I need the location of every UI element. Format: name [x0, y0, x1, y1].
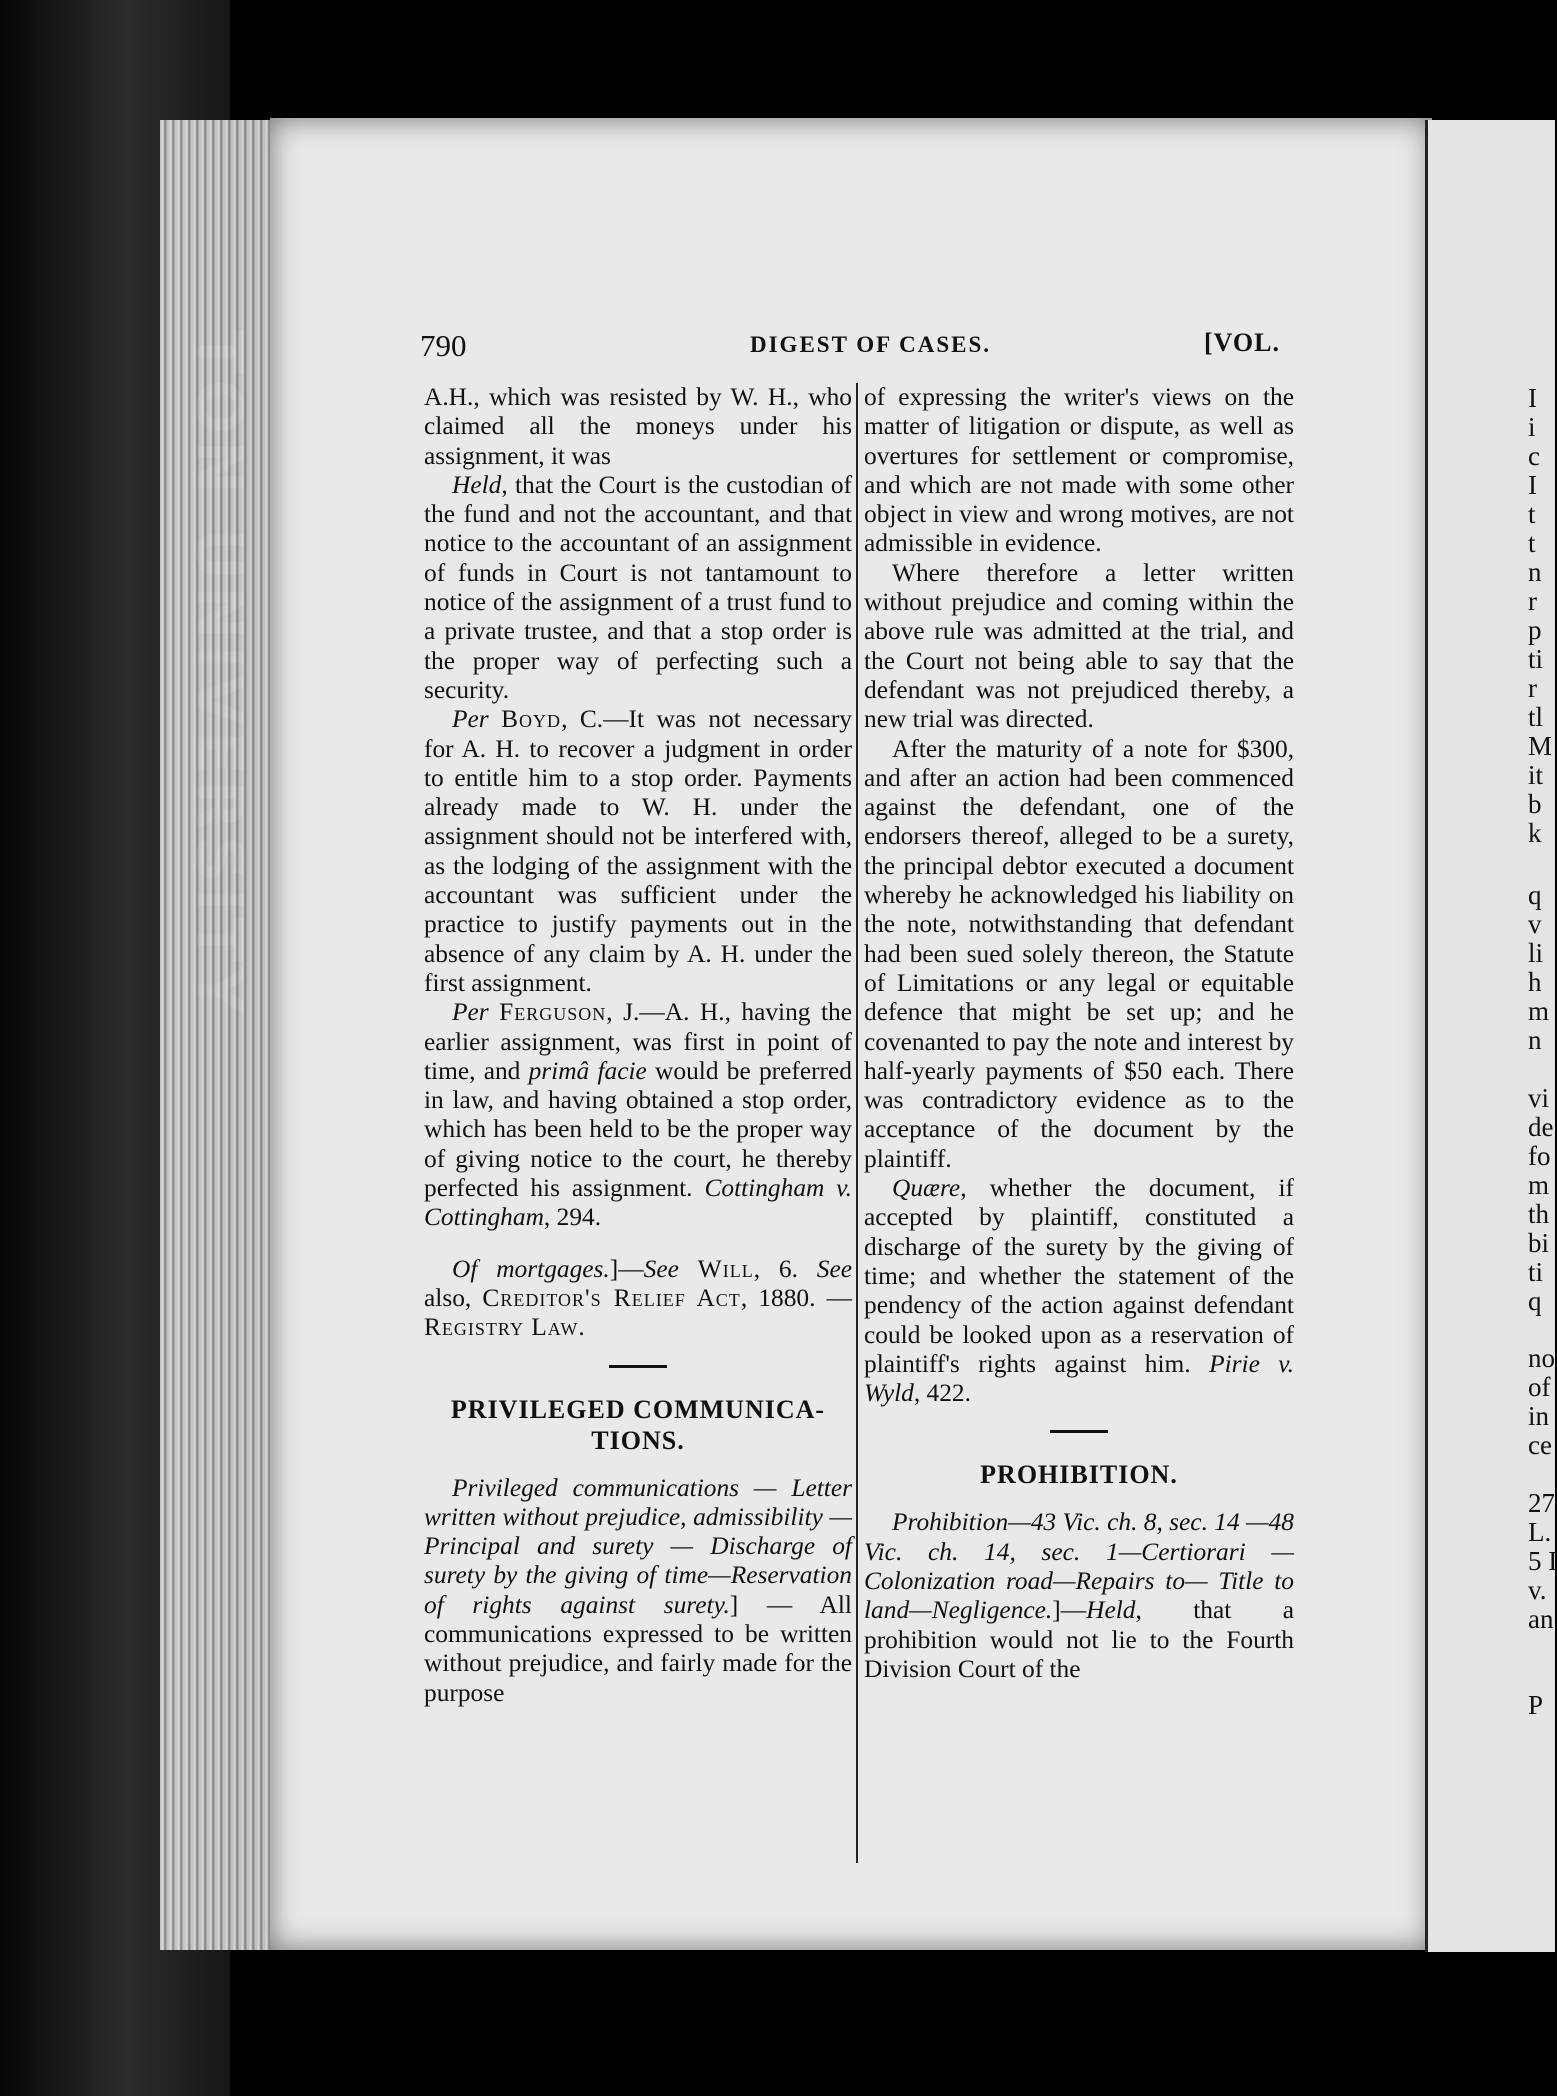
judge-name: Boyd [501, 705, 562, 734]
adjacent-page-fragment: c [1528, 441, 1540, 471]
adjacent-page-fragment: L. [1528, 1517, 1552, 1547]
adjacent-page-fragment: th [1528, 1199, 1550, 1229]
italic-run: Quære [892, 1174, 961, 1203]
paragraph [864, 1508, 1294, 1684]
adjacent-page-fragment: ce [1528, 1430, 1552, 1460]
italic-run: Per [452, 998, 489, 1027]
adjacent-page-fragment: ti [1528, 644, 1544, 674]
adjacent-page-fragment: n [1528, 557, 1542, 587]
case-name: Pirie v. Wyld [864, 1349, 1294, 1408]
adjacent-page-fragment: t [1528, 528, 1536, 558]
adjacent-page-fragment: r [1528, 673, 1537, 703]
adjacent-page-fragment: li [1528, 938, 1544, 968]
text-run: also, [424, 1283, 483, 1312]
adjacent-page-fragment: tl [1528, 702, 1544, 732]
paragraph [864, 383, 1294, 559]
adjacent-page-fragment: h [1528, 967, 1542, 997]
adjacent-page-fragment: bi [1528, 1228, 1550, 1258]
text-run: ] — All communications expressed to be written without prejudice, and fairly made for the purpose [424, 1590, 852, 1707]
adjacent-page-fragment: vi [1528, 1083, 1550, 1113]
left-column [424, 383, 852, 1883]
section-divider [1050, 1430, 1108, 1433]
running-title: DIGEST OF CASES. [750, 332, 991, 357]
paragraph [424, 471, 852, 705]
text-run: , whether the document, if accepted by plaintiff, constituted a discharge of the surety by the giving of time; and whether the statement of the pendency of the action against defendant could be looked upon as a reservation of plaintiff's rights against him. [864, 1174, 1294, 1378]
section-heading [424, 1394, 852, 1456]
section-heading: PROHIBITION. [980, 1460, 1178, 1490]
adjacent-page-fragment: P [1528, 1690, 1544, 1720]
page-number: 790 [420, 328, 467, 363]
section-divider [609, 1365, 667, 1368]
adjacent-page-fragment: of [1528, 1372, 1551, 1402]
italic-run: See [816, 1254, 852, 1283]
citation: , 422. [913, 1379, 971, 1408]
italic-run: Privileged communications — Letter written without prejudice, admissibility — Principal and surety — Discharge of surety by the giving of time—Reservation of rights against surety. [424, 1473, 852, 1619]
adjacent-page-fragment: i [1528, 412, 1536, 442]
text-run: , J.—A. H., having the earlier assignment, was first in point of time, and [424, 998, 852, 1085]
adjacent-page-fragment: q [1528, 1286, 1542, 1316]
heading-line: PRIVILEGED COMMUNICA- [450, 1394, 826, 1424]
adjacent-page-fragment: m [1528, 996, 1550, 1026]
paragraph [424, 1474, 852, 1708]
cross-reference: Will [697, 1254, 754, 1283]
text-run: , C.—It was not necessary for A. H. to recover a judgment in order to entitle him to a stop order. Payments already made to W. H. under the assignment should not be interfered with, as the lodging of the assignment with the accountant was sufficient under the practice to justify payments out in the absence of any claim by A. H. under the first assignment. [424, 705, 852, 997]
adjacent-page-fragment: it [1528, 760, 1544, 790]
text-run: ]— [609, 1254, 644, 1283]
heading-line: TIONS. [591, 1425, 685, 1455]
adjacent-page-fragment: 5 I [1528, 1546, 1557, 1576]
adjacent-page-fragment: v [1528, 909, 1542, 939]
right-column [864, 383, 1294, 1883]
text-run: . [578, 1313, 585, 1342]
citation: , 294. [543, 1203, 602, 1232]
adjacent-page-fragment: 27 [1528, 1488, 1555, 1518]
adjacent-page-fragment: t [1528, 499, 1536, 529]
adjacent-page-fragment: r [1528, 586, 1537, 616]
paragraph [864, 559, 1294, 735]
adjacent-page-fragment: de [1528, 1112, 1554, 1142]
text-run: , that a prohibition would not lie to the Fourth Division Court of the [864, 1596, 1294, 1683]
adjacent-page-fragment: q [1528, 880, 1542, 910]
italic-run: Prohibition—43 Vic. ch. 8, sec. 14 —48 Vic. ch. 14, sec. 1—Certiorari —Colonization road—Repairs to— Title to land—Negligence. [864, 1508, 1294, 1625]
text-run: , that the Court is the custodian of the fund and not the accountant, and that notice to the accountant of an assignment of funds in Court is not tantamount to notice of the assignment of a trust fund to a private trustee, and that a stop order is the proper way of perfecting such a security. [424, 470, 852, 704]
text-run: , 6. [753, 1254, 817, 1283]
adjacent-page-fragment: k [1528, 818, 1542, 848]
italic-run: Held [452, 470, 502, 499]
adjacent-page-fragment: in [1528, 1401, 1550, 1431]
paragraph [424, 383, 852, 471]
paragraph [424, 998, 852, 1232]
italic-run: Held [1086, 1596, 1136, 1625]
italic-run: See [643, 1254, 679, 1283]
case-name: Cottingham v. Cottingham [424, 1174, 853, 1232]
volume-marker: [VOL. [1204, 328, 1280, 357]
text-run: Where therefore a letter written without prejudice and coming within the above rule was admitted at the trial, and the Court not being able to say that the defendant was not prejudiced thereby, a new trial was directed. [864, 558, 1294, 734]
adjacent-page-fragment: v. [1528, 1575, 1547, 1605]
cross-reference: Creditor's Relief Act [482, 1283, 741, 1312]
paragraph [864, 735, 1294, 1174]
text-run: would be preferred in law, and having obtained a stop order, which has been held to be the proper way of giving notice to the court, he thereby perfected his assignment. [424, 1056, 852, 1203]
adjacent-page-fragment: I [1528, 470, 1537, 500]
paragraph [864, 1174, 1294, 1408]
adjacent-page-fragment: n [1528, 1025, 1542, 1055]
adjacent-page-fragment: an [1528, 1604, 1554, 1634]
adjacent-page-fragment: I [1528, 383, 1537, 413]
italic-run: Of mortgages. [452, 1254, 610, 1283]
adjacent-page-fragment: b [1528, 789, 1542, 819]
italic-run: Per [452, 705, 489, 734]
adjacent-page-fragment: fo [1528, 1141, 1551, 1171]
paragraph [424, 1255, 852, 1343]
adjacent-page-fragment: m [1528, 1170, 1550, 1200]
text-run: A.H., which was resisted by W. H., who claimed all the moneys under his assignment, it was [424, 383, 852, 470]
cross-reference: Registry Law [424, 1313, 579, 1342]
adjacent-page-fragment: no [1528, 1343, 1555, 1373]
text-run: After the maturity of a note for $300, and after an action had been commenced against the defendant, one of the endorsers thereof, alleged to be a surety, the principal debtor executed a document whereby he acknowledged his liability on the note, notwithstanding that defendant had been sued solely thereon, the Statute of Limitations or any legal or equitable defence that might be set up; and he covenanted to pay the note and interest by half-yearly payments of $50 each. There was contradictory evidence as to the acceptance of the document by the plaintiff. [864, 734, 1294, 1173]
judge-name: Ferguson [499, 998, 607, 1027]
text-run: of expressing the writer's views on the matter of litigation or dispute, as well as overtures for settlement or compromise, and which are not made with some other object in view and wrong motives, are not admissible in evidence. [864, 383, 1294, 558]
text-run: , 1880. — [740, 1283, 853, 1312]
page-header [420, 328, 1280, 372]
column-rule [856, 383, 858, 1863]
adjacent-page-fragment: M [1528, 731, 1553, 761]
adjacent-page-fragment: p [1528, 615, 1542, 645]
italic-run: primâ facie [528, 1056, 647, 1085]
paragraph [424, 705, 852, 998]
adjacent-page-fragment: ti [1528, 1257, 1544, 1287]
text-run: ]— [1052, 1596, 1087, 1625]
